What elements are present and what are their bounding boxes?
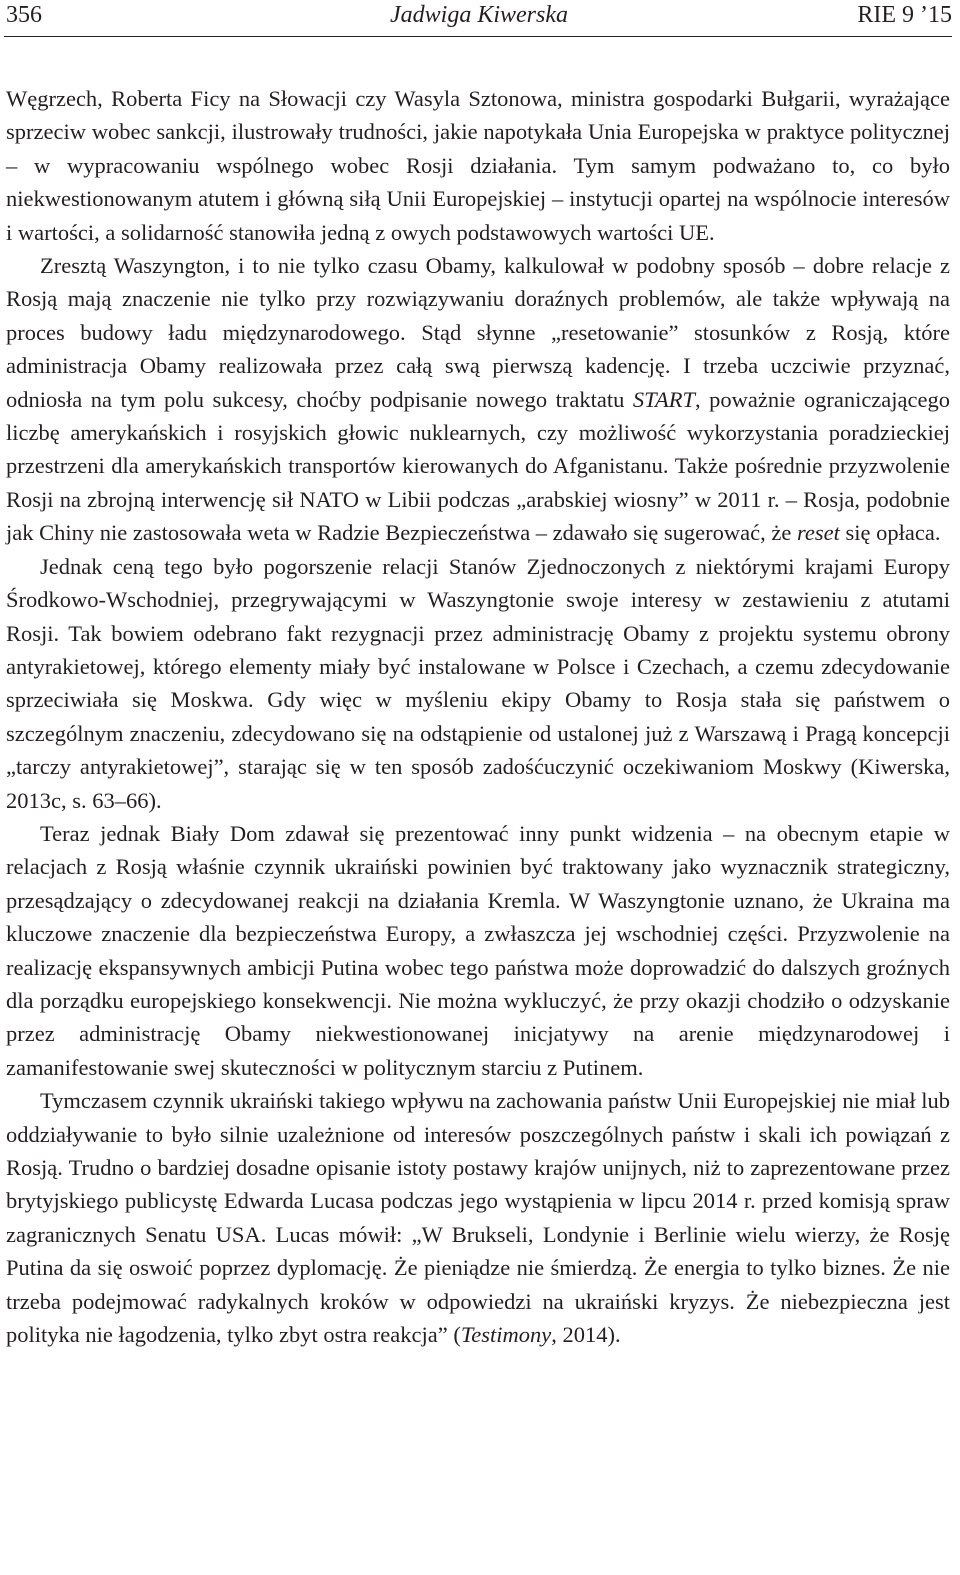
italic-citation-testimony: Testimony — [460, 1322, 552, 1348]
paragraph-waszyngton — [6, 249, 950, 550]
running-header-author: Jadwiga Kiwerska — [390, 2, 568, 28]
running-header — [6, 2, 952, 32]
paragraph-text: się opłaca. — [839, 520, 941, 546]
header-rule — [4, 36, 952, 37]
italic-term-start: START — [632, 386, 695, 412]
paragraph-teraz: Teraz jednak Biały Dom zdawał się prezentować inny punkt widzenia – na obecnym etapie w relacjach z Rosją właśnie czynnik ukraiński powinien być traktowany jako wyznacznik strategiczny, przesądzający o zdecydowanej reakcji na działania Kremla. W Waszyngtonie uznano, że Ukraina ma kluczowe znaczenie dla bezpieczeństwa Europy, a zwłaszcza jej wschodniej części. Przyzwolenie na realizację ekspansywnych ambicji Putina wobec tego państwa może doprowadzić do dalszych groźnych dla porządku europejskiego konsekwencji. Nie można wykluczyć, że przy okazji chodziło o odzyskanie przez administrację Obamy niekwestionowanej inicjatywy na arenie międzynarodowej i zamanifestowanie swej skuteczności w politycznym starciu z Putinem. — [6, 820, 950, 1080]
paragraph-continued: Węgrzech, Roberta Ficy na Słowacji czy Wasyla Sztonowa, ministra gospodarki Bułgarii, wyrażające sprzeciw wobec sankcji, ilustrowały trudności, jakie napotykała Unia Europejska w praktyce politycznej – w wypracowaniu wspólnego wobec Rosji działania. Tym samym podważano to, co było niekwestionowanym atutem i główną siłą Unii Europejskiej – instytucji opartej na wspólnocie interesów i wartości, a solidarność stanowiła jedną z owych podstawowych wartości UE. — [6, 86, 950, 245]
paragraph-text: Zresztą Waszyngton, i to nie tylko czasu Obamy, kalkulował w podobny sposób – dobre relacje z Rosją mają znaczenie nie tylko przy rozwiązywaniu doraźnych problemów, ale także wpływają na proces budowy ładu międzynarodowego. Stąd słynne „resetowanie” stosunków z Rosją, które administracja Obamy realizowała przez całą swą pierwszą kadencję. I trzeba uczciwie przyznać, odniosła na tym polu sukcesy, choćby podpisanie nowego traktatu — [6, 253, 950, 412]
paragraph-tymczasem — [6, 1084, 950, 1351]
paragraph-text: Tymczasem czynnik ukraiński takiego wpływu na zachowania państw Unii Europejskiej nie miał lub oddziaływanie to było silnie uzależnione od interesów poszczególnych państw i skali ich powiązań z Rosją. Trudno o bardziej dosadne opisanie istoty postawy krajów unijnych, niż to zaprezentowane przez brytyjskiego publicystę Edwarda Lucasa podczas jego wystąpienia w lipcu 2014 r. przed komisją spraw zagranicznych Senatu USA. Lucas mówił: „W Brukseli, Londynie i Berlinie wielu wierzy, że Rosję Putina da się oswoić poprzez dyplomację. Że pieniądze nie śmierdzą. Że energia to tylko biznes. Że nie trzeba podejmować radykalnych kroków w odpowiedzi na ukraiński kryzys. Że niebezpieczna jest polityka nie łagodzenia, tylko zbyt ostra reakcja” ( — [6, 1088, 950, 1348]
paragraph-text: , poważnie ograniczającego liczbę amerykańskich i rosyjskich głowic nuklearnych, czy możliwość wykorzystania poradzieckiej przestrzeni dla amerykańskich transportów kierowanych do Afganistanu. Także pośrednie przyzwolenie Rosji na zbrojną interwencję sił NATO w Libii podczas „arabskiej wiosny” w 2011 r. – Rosja, podobnie jak Chiny nie zastosowała weta w Radzie Bezpieczeństwa – zdawało się sugerować, że — [6, 386, 950, 546]
paragraph-text: , 2014). — [551, 1322, 621, 1348]
running-header-journal: RIE 9 ’15 — [857, 2, 952, 28]
italic-term-reset: reset — [796, 520, 840, 546]
paragraph-jednak: Jednak ceną tego było pogorszenie relacji Stanów Zjednoczonych z niektórymi krajami Europy Środkowo-Wschodniej, przegrywającymi w Waszyngtonie swoje interesy w zestawieniu z atutami Rosji. Tak bowiem odebrano fakt rezygnacji przez administrację Obamy z projektu systemu obrony antyrakietowej, którego elementy miały być instalowane w Polsce i Czechach, a czemu zdecydowanie sprzeciwiała się Moskwa. Gdy więc w myśleniu ekipy Obamy to Rosja stała się państwem o szczególnym znaczeniu, zdecydowano się na odstąpienie od ustalonej już z Warszawą i Pragą koncepcji „tarczy antyrakietowej”, starając się w ten sposób zadośćuczynić oczekiwaniom Moskwy (Kiwerska, 2013c, s. 63–66). — [6, 553, 950, 813]
page-number: 356 — [6, 2, 42, 28]
body-text — [6, 82, 950, 1351]
